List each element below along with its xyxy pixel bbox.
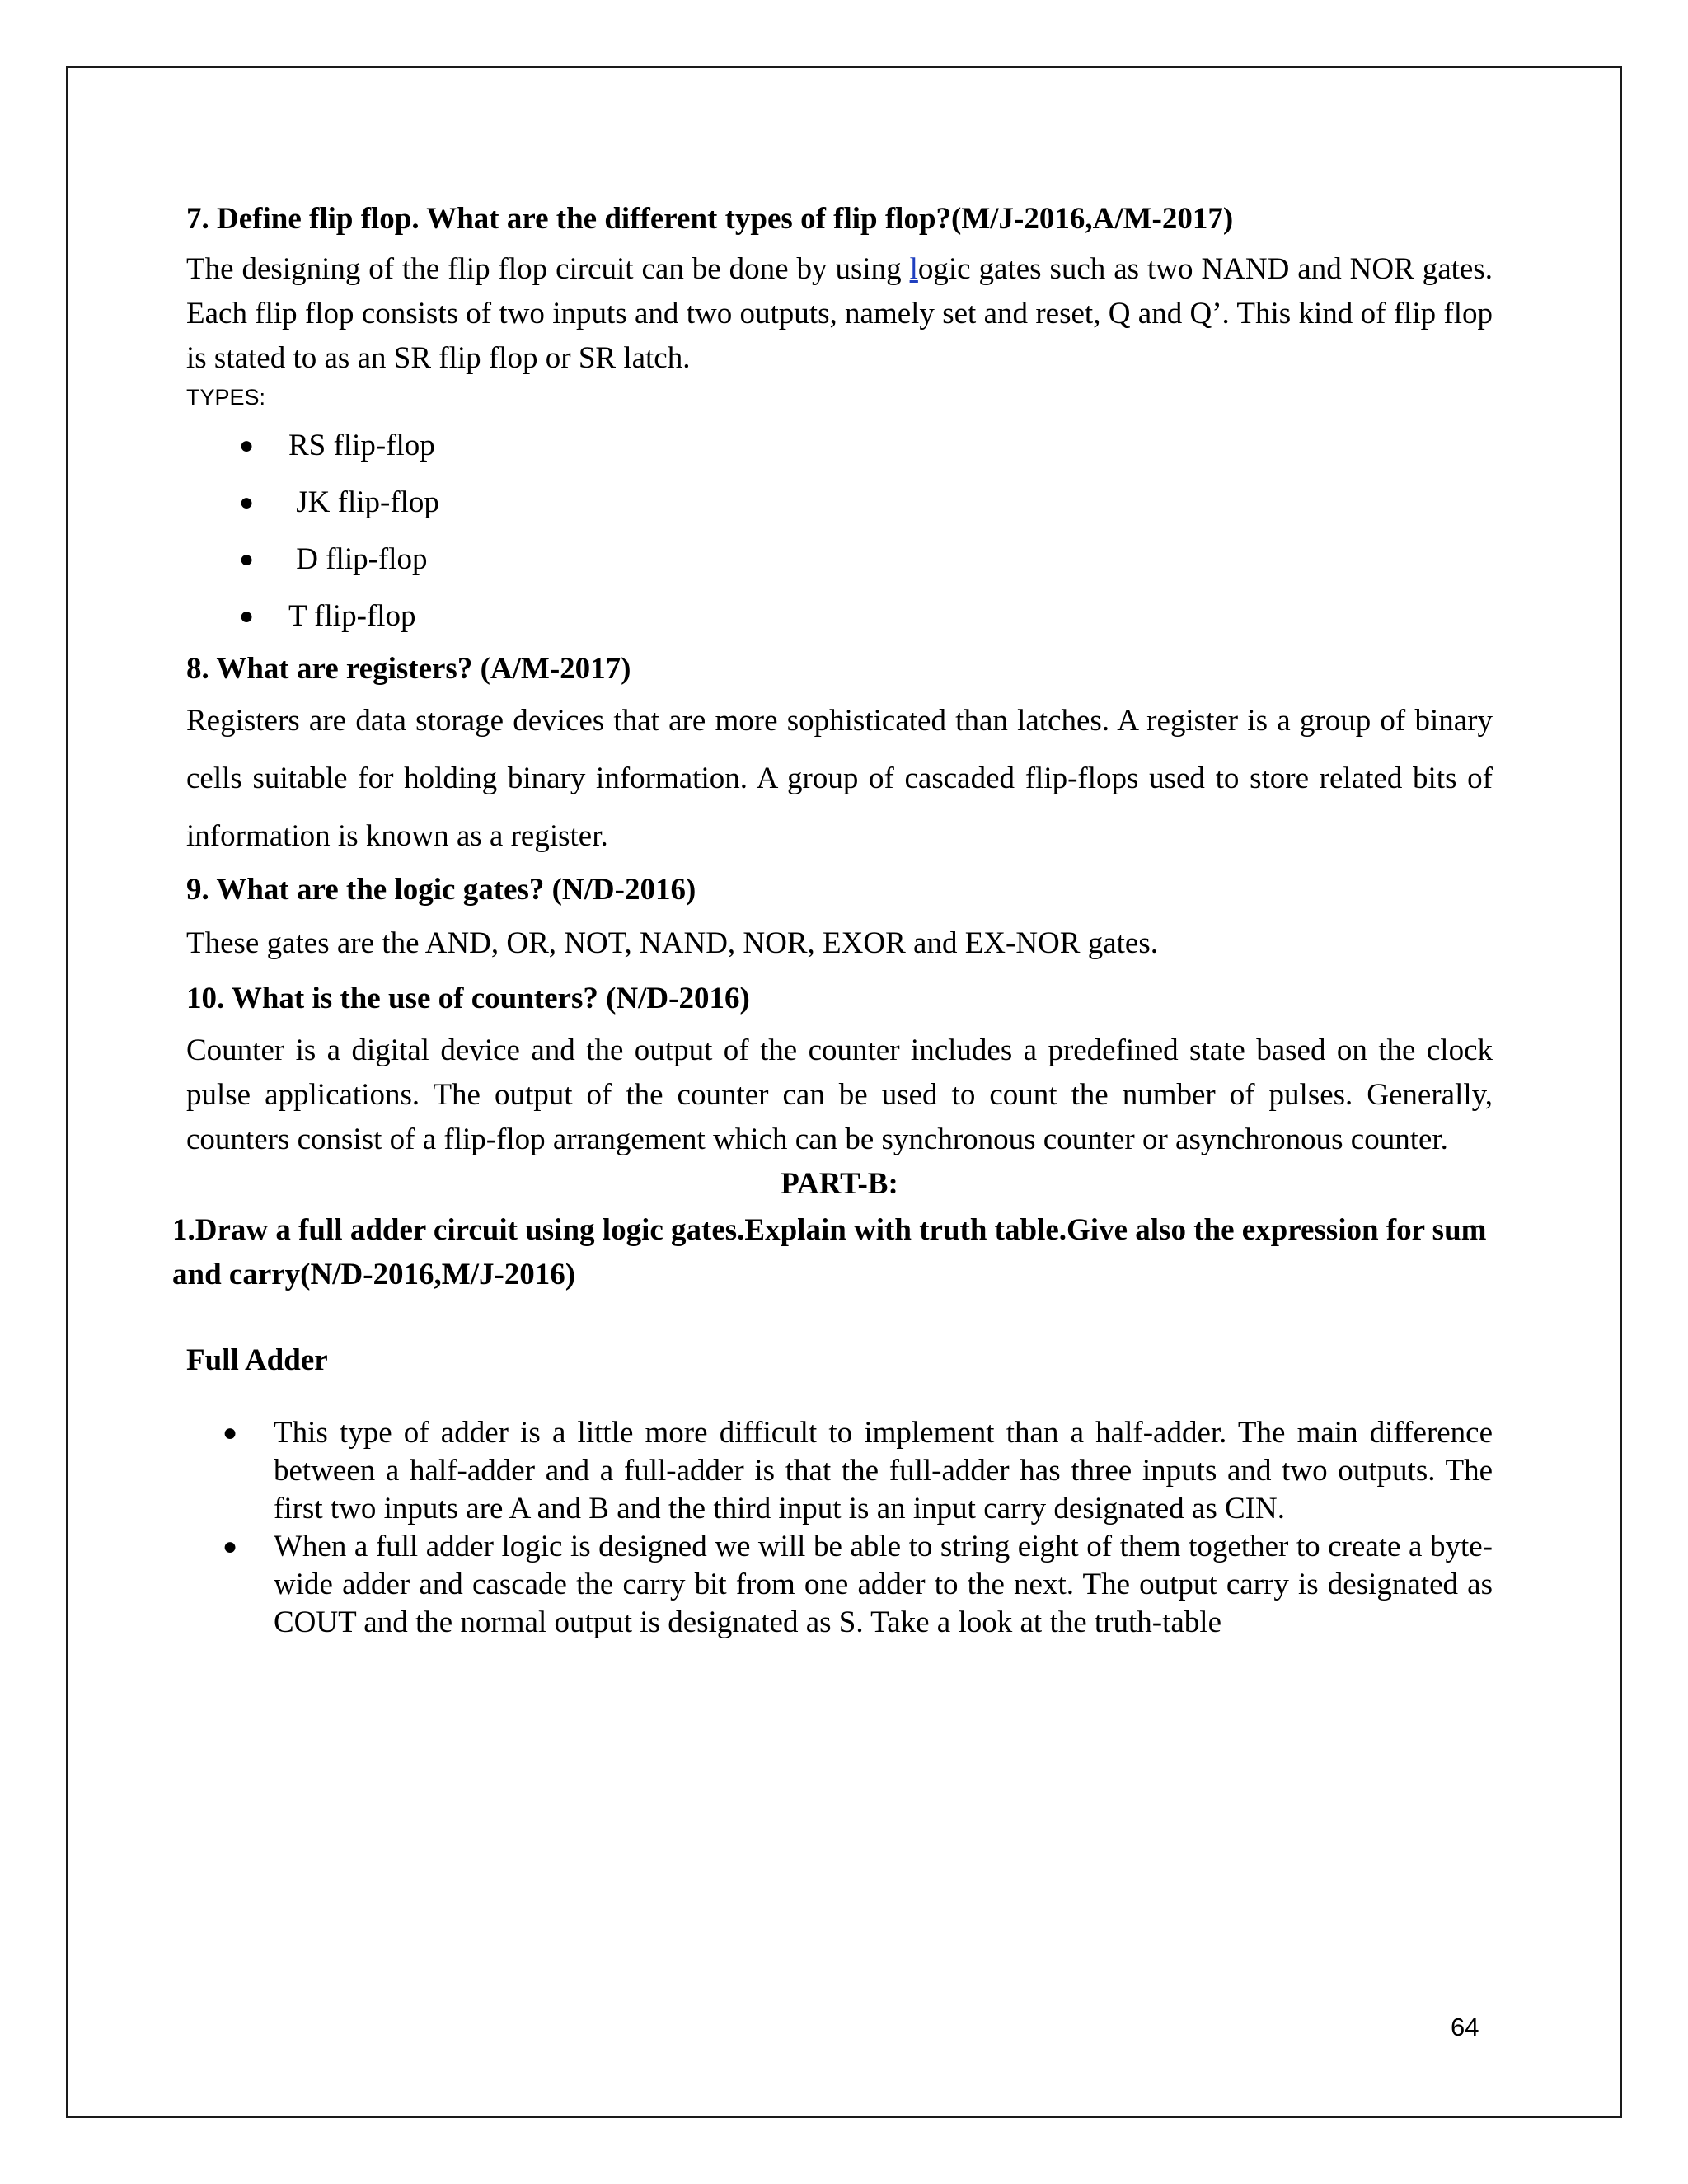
- list-item: [186, 417, 1493, 474]
- q7-answer: [186, 247, 1493, 381]
- list-item: [186, 1528, 1493, 1642]
- q10-answer: Counter is a digital device and the output of the counter includes a predefined state based on the clock pulse applications. The output of the counter can be used to count the number of pulses. Generally, counters consist of a flip-flop arrangement which can be synchronous counter or asynchronous counter.: [186, 1033, 1493, 1156]
- q7-answer-start: The designing of the flip flop circuit can be done by using: [186, 252, 910, 286]
- full-adder-bullets: [186, 1414, 1493, 1642]
- bullet-icon: ●: [239, 432, 255, 459]
- q8-heading: 8. What are registers? (A/M-2017): [186, 652, 631, 686]
- part-b-heading: PART-B:: [781, 1167, 898, 1201]
- q10-heading: 10. What is the use of counters? (N/D-2016): [186, 982, 750, 1015]
- bullet-icon: ●: [239, 602, 255, 630]
- type-label: JK flip-flop: [288, 485, 439, 519]
- flip-flop-types-list: [186, 417, 1493, 644]
- bullet-icon: ●: [239, 489, 255, 516]
- bullet-icon: ●: [239, 546, 255, 573]
- list-item: [186, 531, 1493, 588]
- q8-answer: Registers are data storage devices that are more sophisticated than latches. A register is a group of binary cells suitable for holding binary information. A group of cascaded flip-flops used to store related bits of information is known as a register.: [186, 704, 1493, 853]
- q9-heading: 9. What are the logic gates? (N/D-2016): [186, 873, 696, 907]
- q7-answer-rest: ogic gates such as two NAND and NOR gates. Each flip flop consists of two inputs and two outputs, namely set and reset, Q and Q’. This kind of flip flop is stated to as an SR flip flop or SR latch.: [186, 252, 1493, 375]
- list-item: [186, 1414, 1493, 1528]
- page-content: [172, 198, 1493, 1642]
- page-number: 64: [1451, 2013, 1479, 2041]
- bullet-icon: ●: [223, 1533, 238, 1560]
- type-label: RS flip-flop: [288, 429, 435, 462]
- part-b-q1-heading: 1.Draw a full adder circuit using logic gates.Explain with truth table.Give also the expression for sum and carry(N/D-2016,M/J-2016): [172, 1213, 1487, 1291]
- types-label: TYPES:: [186, 385, 266, 410]
- list-item: [186, 474, 1493, 531]
- bullet-icon: ●: [223, 1419, 238, 1446]
- q9-answer: These gates are the AND, OR, NOT, NAND, NOR, EXOR and EX-NOR gates.: [186, 926, 1158, 960]
- bullet-text: When a full adder logic is designed we will be able to string eight of them together to create a byte-wide adder and cascade the carry bit from one adder to the next. The output carry is designated as COUT and the normal output is designated as S. Take a look at the truth-table: [274, 1530, 1493, 1639]
- list-item: [186, 588, 1493, 644]
- bullet-text: This type of adder is a little more difficult to implement than a half-adder. The main difference between a half-adder and a full-adder is that the full-adder has three inputs and two outputs. The first two inputs are A and B and the third input is an input carry designated as CIN.: [274, 1416, 1493, 1526]
- full-adder-heading: Full Adder: [186, 1343, 328, 1377]
- q7-heading: 7. Define flip flop. What are the different types of flip flop?(M/J-2016,A/M-2017): [186, 202, 1234, 236]
- type-label: D flip-flop: [288, 542, 428, 576]
- type-label: T flip-flop: [288, 599, 416, 633]
- q7-logic-link[interactable]: l: [909, 252, 918, 286]
